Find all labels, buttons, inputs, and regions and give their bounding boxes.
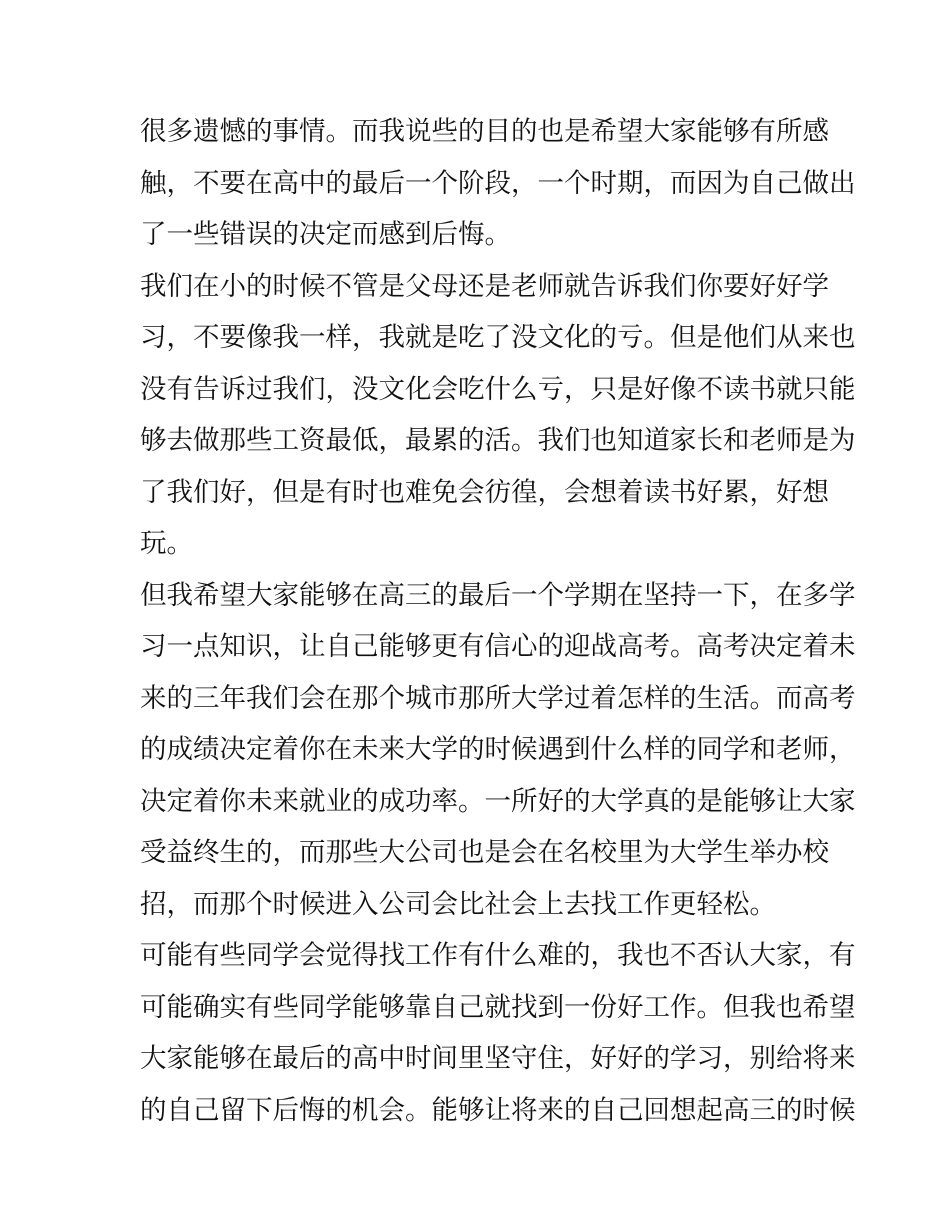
text-line: 习，不要像我一样，我就是吃了没文化的亏。但是他们从来也 xyxy=(140,322,856,353)
text-line: 的成绩决定着你在未来大学的时候遇到什么样的同学和老师， xyxy=(140,734,856,765)
text-line: 受益终生的，而那些大公司也是会在名校里为大学生举办校 xyxy=(140,837,829,868)
text-line: 可能确实有些同学能够靠自己就找到一份好工作。但我也希望 xyxy=(140,991,856,1023)
text-line: 我们在小的时候不管是父母还是老师就告诉我们你要好好学 xyxy=(140,270,829,302)
text-line: 习一点知识，让自己能够更有信心的迎战高考。高考决定着未 xyxy=(140,631,856,662)
text-line: 决定着你未来就业的成功率。一所好的大学真的是能够让大家 xyxy=(140,785,856,817)
text-line: 很多遗憾的事情。而我说些的目的也是希望大家能够有所感 xyxy=(140,116,829,147)
text-line: 大家能够在最后的高中时间里坚守住，好好的学习，别给将来 xyxy=(140,1043,856,1074)
body-text xyxy=(140,106,856,1136)
text-line: 触，不要在高中的最后一个阶段，一个时期，而因为自己做出 xyxy=(140,167,856,199)
text-line: 够去做那些工资最低，最累的活。我们也知道家长和老师是为 xyxy=(140,425,856,456)
text-line: 了我们好，但是有时也难免会彷徨，会想着读书好累，好想 xyxy=(140,476,829,508)
text-line: 来的三年我们会在那个城市那所大学过着怎样的生活。而高考 xyxy=(140,682,856,714)
text-line: 的自己留下后悔的机会。能够让将来的自己回想起高三的时候 xyxy=(140,1094,856,1126)
text-line: 玩。 xyxy=(140,528,193,559)
text-line: 没有告诉过我们，没文化会吃什么亏，只是好像不读书就只能 xyxy=(140,373,856,405)
text-line: 可能有些同学会觉得找工作有什么难的，我也不否认大家，有 xyxy=(140,940,856,971)
text-line: 招，而那个时候进入公司会比社会上去找工作更轻松。 xyxy=(140,888,776,920)
text-line: 但我希望大家能够在高三的最后一个学期在坚持一下，在多学 xyxy=(140,579,856,611)
text-line: 了一些错误的决定而感到后悔。 xyxy=(140,219,511,250)
